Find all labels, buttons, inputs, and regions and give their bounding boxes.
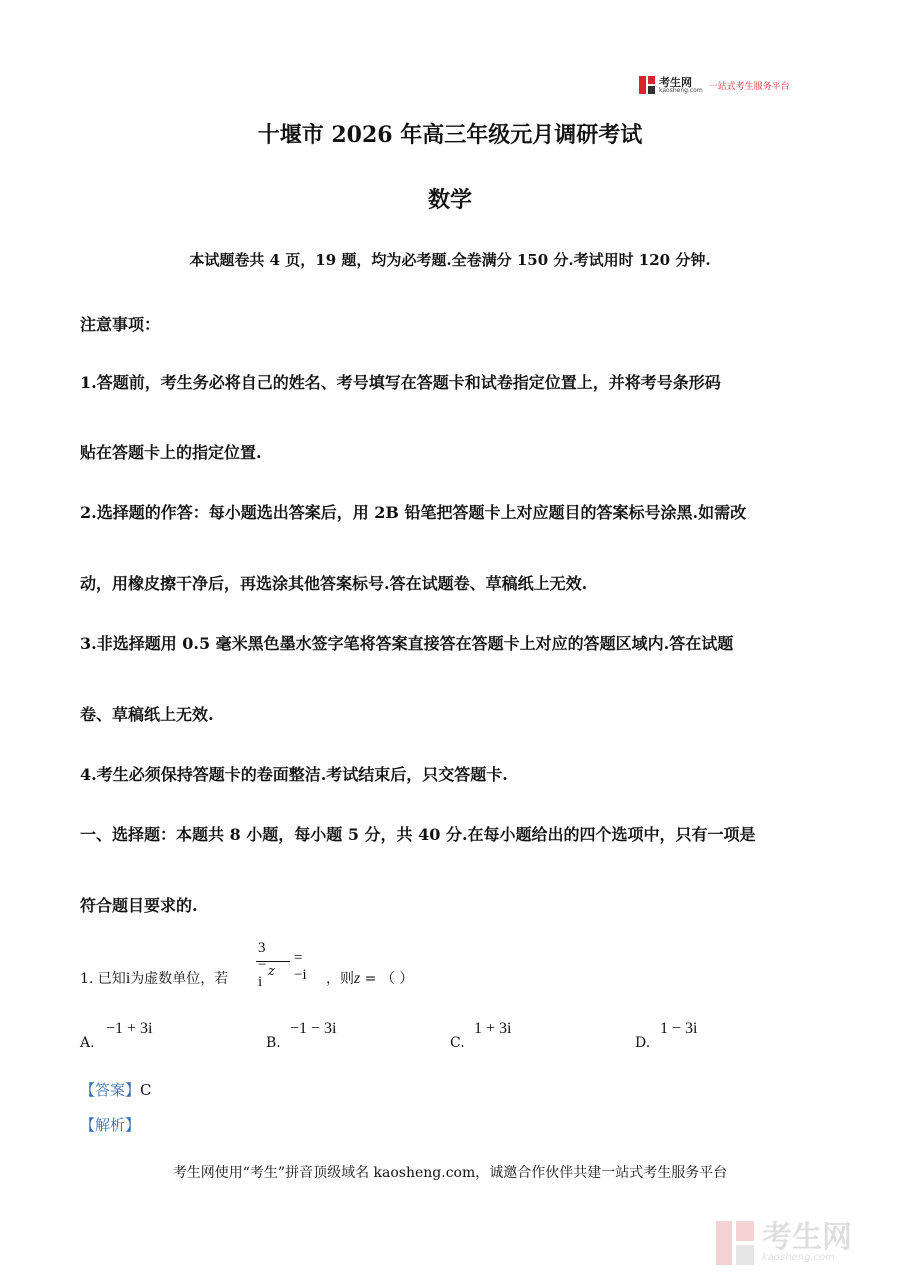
option-b-value: −1 − 3i	[290, 1020, 337, 1037]
notice-item: 1.答题前，考生务必将自己的姓名、考号填写在答题卡和试卷指定位置上，并将考号条形码	[80, 373, 721, 392]
notice-item: 4.考生必须保持答题卡的卷面整洁.考试结束后，只交答题卡.	[80, 765, 508, 784]
question-1-tail	[326, 968, 413, 988]
option-d-value: 1 − 3i	[660, 1020, 698, 1037]
exam-intro: 本试题卷共 4 页，19 题，均为必考题.全卷满分 150 分.考试用时 120 分钟.	[189, 251, 711, 269]
notice-item: 贴在答题卡上的指定位置.	[80, 443, 262, 462]
answer-row	[80, 1079, 152, 1100]
option-a-value: −1 + 3i	[106, 1020, 153, 1037]
section-heading-cont: 符合题目要求的.	[80, 896, 198, 915]
option-a-letter: A.	[80, 1035, 95, 1051]
notice-item: 2.选择题的作答：每小题选出答案后，用 2B 铅笔把答题卡上对应题目的答案标号涂黑.如需改	[80, 503, 747, 522]
fraction-numerator: 3 − i	[258, 940, 267, 990]
watermark-brand-cn: 考生网	[762, 1220, 852, 1255]
answer-value: C	[140, 1081, 152, 1099]
header-brand-cn: 考生网	[659, 75, 692, 89]
subject-title: 数学	[427, 187, 472, 213]
kaosheng-logo-icon	[639, 76, 655, 94]
header-brand	[659, 77, 703, 94]
watermark-brand-en: kaosheng.com	[762, 1252, 835, 1263]
option-c-value: 1 + 3i	[474, 1020, 512, 1037]
page-title: 十堰市 2026 年高三年级元月调研考试	[257, 122, 643, 148]
fraction-bar	[256, 961, 290, 962]
header-slogan: 一站式考生服务平台	[708, 81, 790, 92]
notice-item: 卷、草稿纸上无效.	[80, 705, 214, 724]
imaginary-unit: i	[125, 970, 131, 987]
notice-heading: 注意事项：	[80, 315, 161, 334]
question-1-stem	[80, 968, 228, 988]
question-blank: = （ ）	[360, 971, 414, 987]
variable-z: z	[354, 970, 361, 987]
watermark-logo	[716, 1221, 852, 1265]
answer-label: 【答案】	[80, 1081, 141, 1099]
watermark-logo-icon	[716, 1221, 756, 1265]
question-prefix: 1. 已知	[80, 971, 126, 987]
option-b-letter: B.	[266, 1035, 281, 1051]
notice-item: 动，用橡皮擦干净后，再选涂其他答案标号.答在试题卷、草稿纸上无效.	[80, 574, 588, 593]
section-heading: 一、选择题：本题共 8 小题，每小题 5 分，共 40 分.在每小题给出的四个选项中，只有一项是	[80, 825, 756, 844]
question-suffix: ，则	[326, 971, 354, 987]
question-mid: 为虚数单位，若	[130, 971, 229, 987]
analysis-label: 【解析】	[80, 1116, 141, 1134]
option-c-letter: C.	[450, 1035, 465, 1051]
notice-item: 3.非选择题用 0.5 毫米黑色墨水签字笔将答案直接答在答题卡上对应的答题区域内.答在试题	[80, 634, 734, 653]
header-brand-en: kaosheng.com	[659, 86, 703, 94]
header-logo	[639, 74, 790, 96]
page-footer: 考生网使用“考生”拼音顶级域名 kaosheng.com，诚邀合作伙伴共建一站式考生服务平台	[172, 1165, 728, 1181]
fraction-rhs: = −i	[294, 950, 307, 983]
option-d-letter: D.	[635, 1035, 651, 1051]
watermark-brand	[762, 1220, 852, 1263]
fraction-denominator: z	[268, 964, 275, 979]
